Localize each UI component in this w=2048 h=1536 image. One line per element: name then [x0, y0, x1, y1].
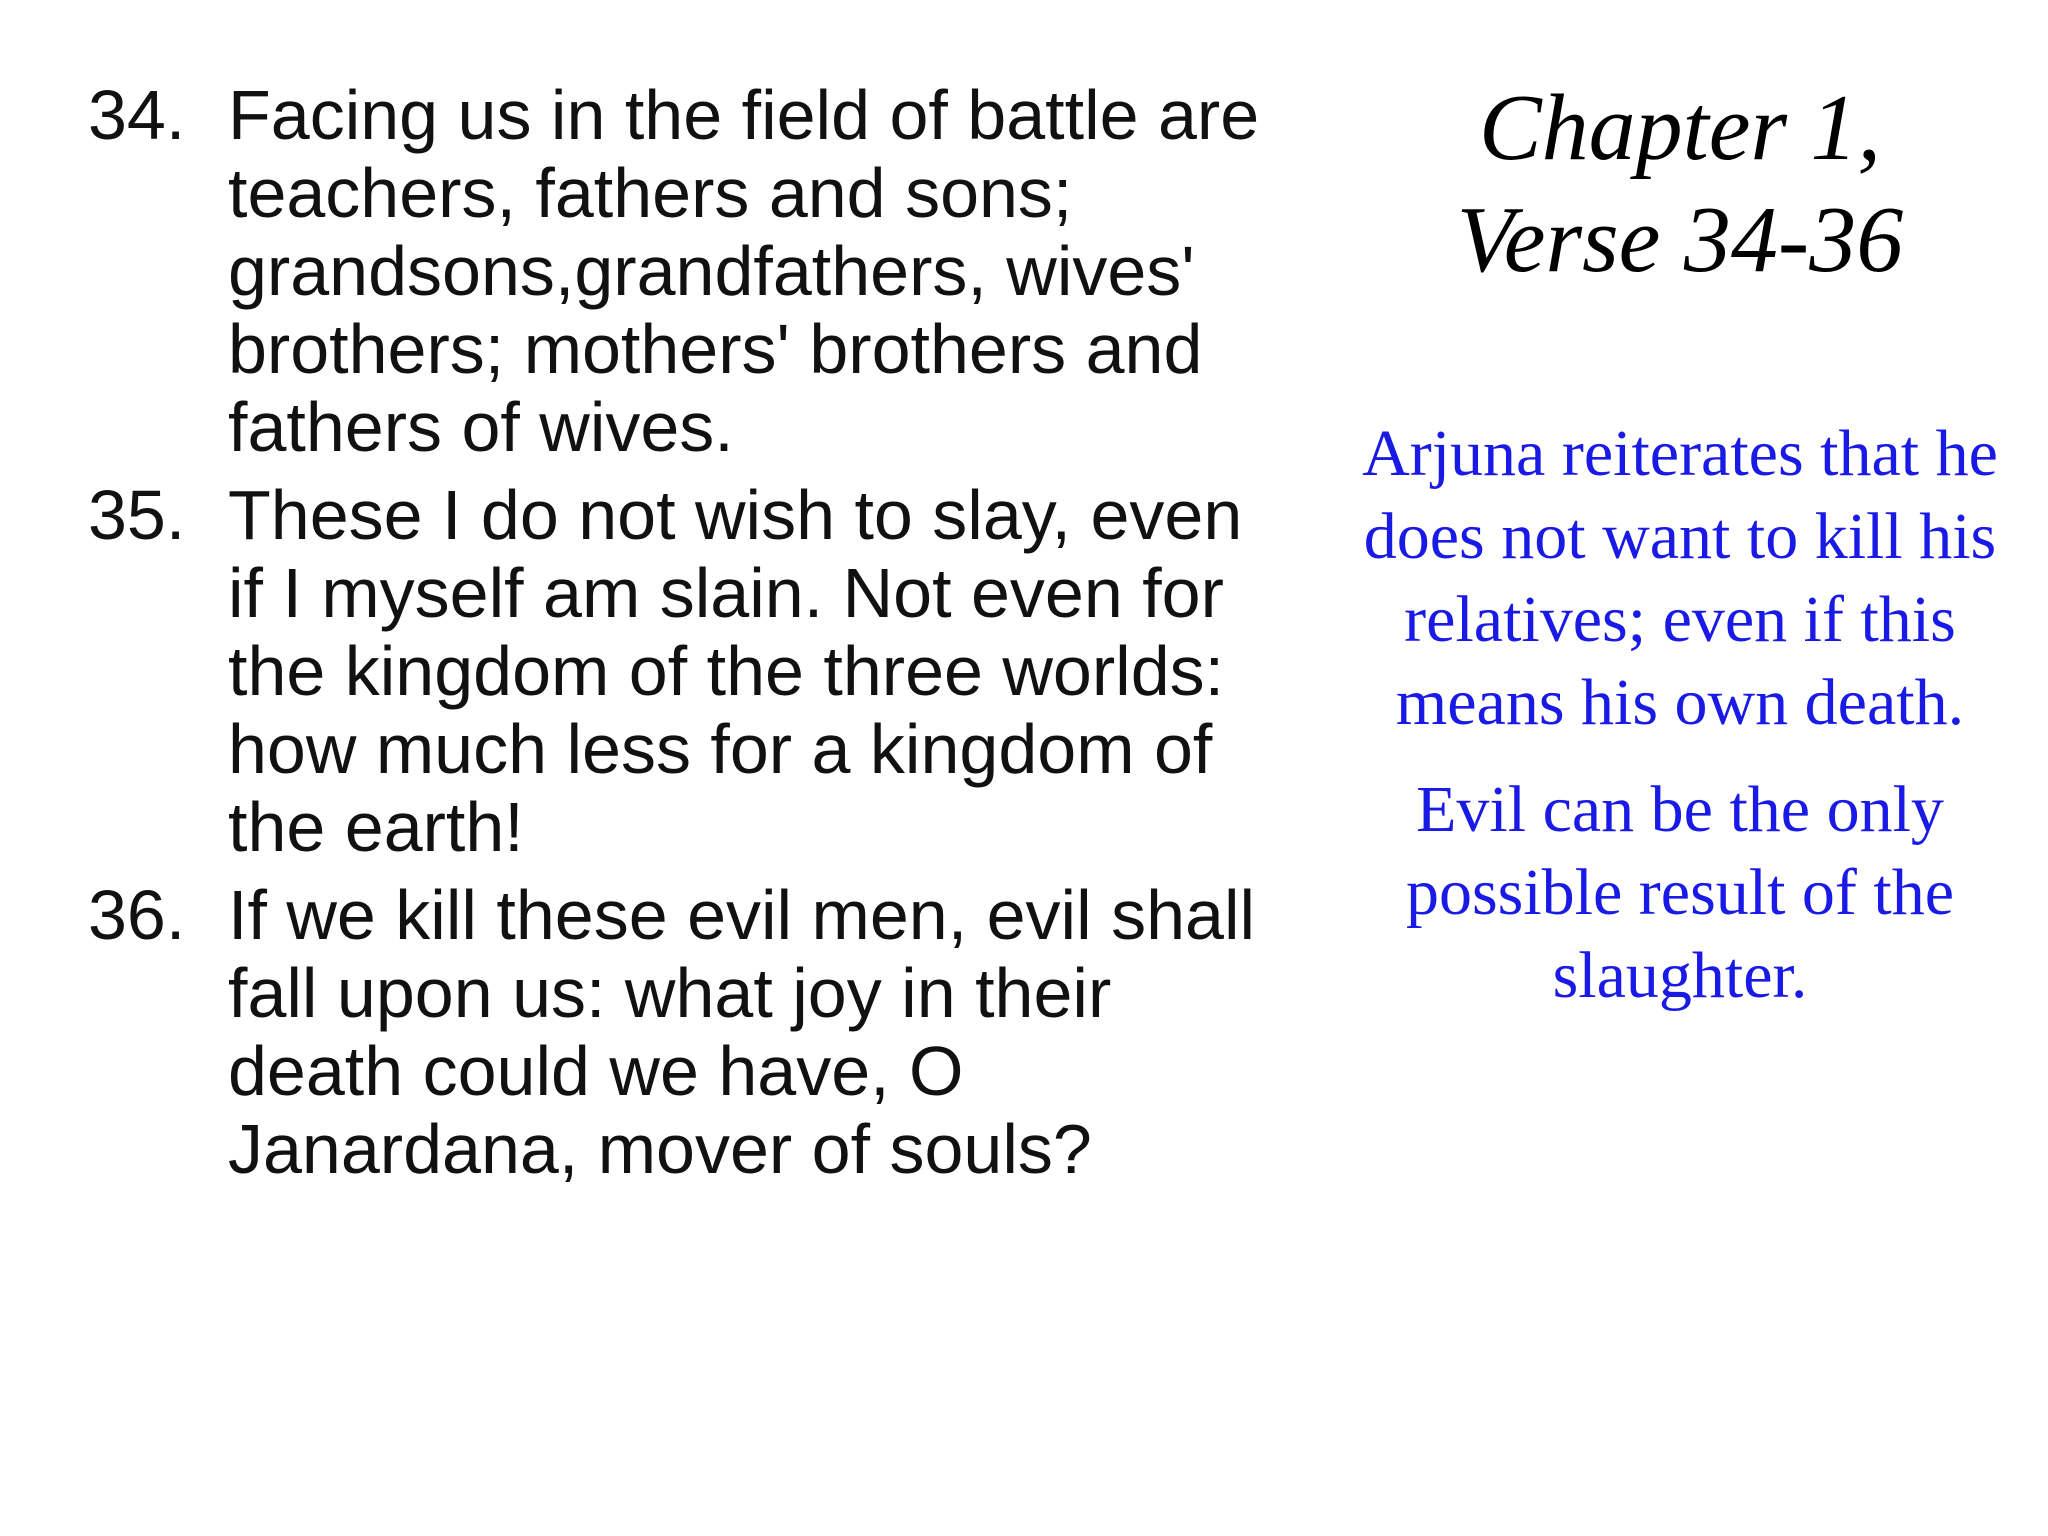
verse-list	[88, 76, 1288, 1198]
page-title	[1360, 72, 2000, 296]
verse-item	[88, 876, 1288, 1188]
commentary-paragraph: Arjuna reiterates that he does not want to kill his relatives; even if this means his own death.	[1362, 417, 1998, 739]
title-line-chapter: Chapter 1,	[1478, 76, 1882, 180]
verse-text: Facing us in the field of battle are teachers, fathers and sons; grandsons,grandfathers, wives' brothers; mothers' brothers and fathers of wives.	[228, 76, 1260, 466]
verse-text: These I do not wish to slay, even if I myself am slain. Not even for the kingdom of the three worlds: how much less for a kingdom of the earth!	[228, 476, 1243, 866]
verse-number: 34.	[88, 76, 186, 154]
title-line-verse: Verse 34-36	[1456, 188, 1904, 292]
commentary-paragraph: Evil can be the only possible result of the slaughter.	[1405, 773, 1955, 1012]
verse-text: If we kill these evil men, evil shall fall upon us: what joy in their death could we have, O Janardana, mover of souls?	[228, 876, 1256, 1188]
commentary	[1355, 412, 2005, 1041]
verse-number: 36.	[88, 876, 186, 954]
verse-number: 35.	[88, 476, 186, 554]
verse-item	[88, 76, 1288, 466]
verse-item	[88, 476, 1288, 866]
